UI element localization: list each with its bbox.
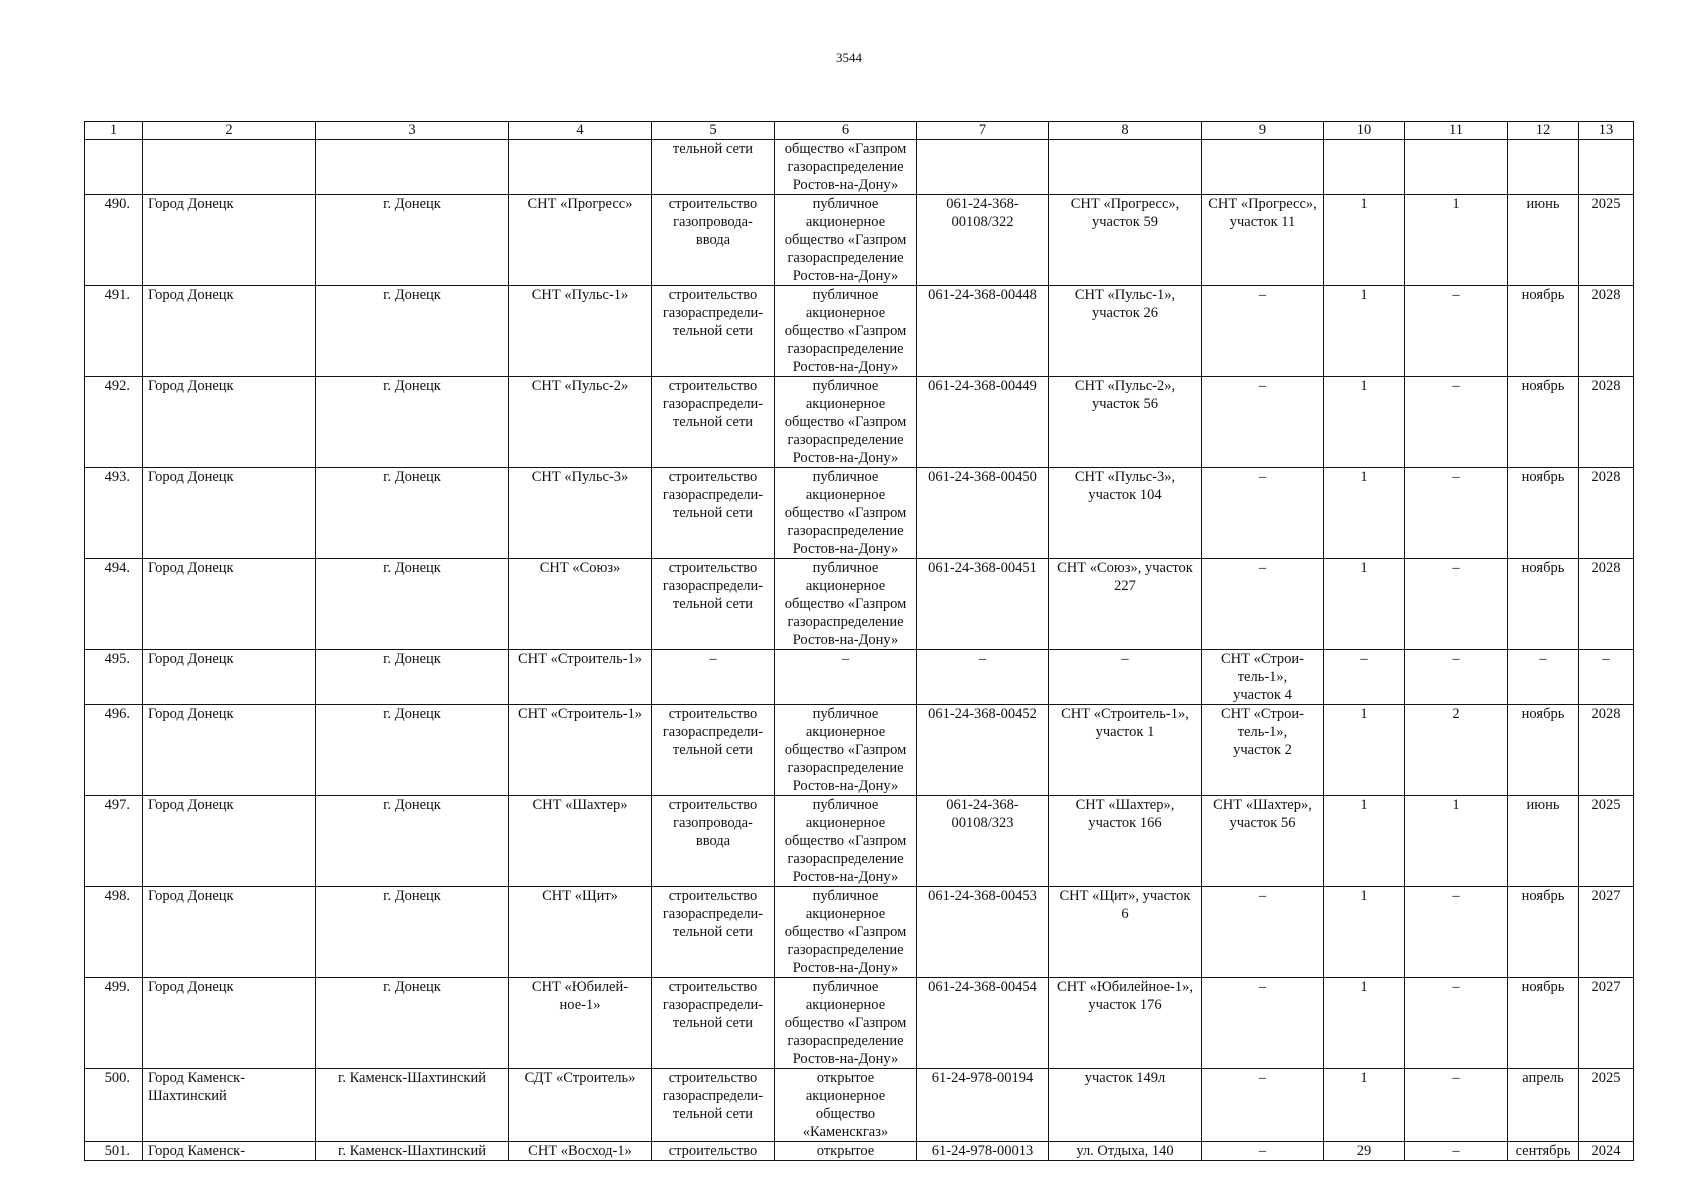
column-8-cell: СНТ «Щит», участок 6 bbox=[1049, 887, 1202, 978]
column-10-cell: 1 bbox=[1324, 705, 1405, 796]
application-number-cell: 061-24-368-00450 bbox=[917, 468, 1049, 559]
column-8-cell: СНТ «Союз», участок 227 bbox=[1049, 559, 1202, 650]
column-9-cell: – bbox=[1202, 468, 1324, 559]
work-type-cell: строительство газораспредели- тельной сети bbox=[652, 978, 775, 1069]
year-cell: 2024 bbox=[1579, 1142, 1634, 1161]
column-9-cell: – bbox=[1202, 978, 1324, 1069]
work-type-cell: строительство газораспредели- тельной сети bbox=[652, 1069, 775, 1142]
municipality-cell: Город Каменск- bbox=[143, 1142, 316, 1161]
application-number-cell: 061-24-368-00454 bbox=[917, 978, 1049, 1069]
column-9-cell: СНТ «Строи- тель-1», участок 2 bbox=[1202, 705, 1324, 796]
table-row bbox=[85, 559, 1634, 650]
month-cell: ноябрь bbox=[1508, 559, 1579, 650]
application-number-cell: 061-24-368-00451 bbox=[917, 559, 1049, 650]
settlement-cell bbox=[316, 140, 509, 195]
header-cell: 8 bbox=[1049, 122, 1202, 140]
table-row bbox=[85, 195, 1634, 286]
operator-cell: публичное акционерное общество «Газпром газораспределение Ростов-на-Дону» bbox=[775, 559, 917, 650]
header-cell: 13 bbox=[1579, 122, 1634, 140]
column-10-cell: 1 bbox=[1324, 796, 1405, 887]
month-cell: ноябрь bbox=[1508, 978, 1579, 1069]
table-row bbox=[85, 1142, 1634, 1161]
column-11-cell bbox=[1405, 140, 1508, 195]
application-number-cell: 061-24-368- 00108/323 bbox=[917, 796, 1049, 887]
application-number-cell bbox=[917, 140, 1049, 195]
object-cell: СНТ «Строитель-1» bbox=[509, 705, 652, 796]
year-cell: 2028 bbox=[1579, 377, 1634, 468]
year-cell: 2025 bbox=[1579, 1069, 1634, 1142]
column-11-cell: – bbox=[1405, 377, 1508, 468]
column-9-cell: – bbox=[1202, 559, 1324, 650]
column-8-cell: участок 149л bbox=[1049, 1069, 1202, 1142]
year-cell: 2028 bbox=[1579, 468, 1634, 559]
table-row bbox=[85, 1069, 1634, 1142]
work-type-cell: строительство газопровода- ввода bbox=[652, 796, 775, 887]
month-cell: сентябрь bbox=[1508, 1142, 1579, 1161]
column-9-cell: – bbox=[1202, 1142, 1324, 1161]
header-cell: 1 bbox=[85, 122, 143, 140]
header-cell: 5 bbox=[652, 122, 775, 140]
work-type-cell: строительство газораспредели- тельной сети bbox=[652, 705, 775, 796]
table-row bbox=[85, 468, 1634, 559]
month-cell: июнь bbox=[1508, 195, 1579, 286]
operator-cell: открытое акционерное общество «Каменскгаз» bbox=[775, 1069, 917, 1142]
settlement-cell: г. Донецк bbox=[316, 705, 509, 796]
header-cell: 9 bbox=[1202, 122, 1324, 140]
header-cell: 10 bbox=[1324, 122, 1405, 140]
column-11-cell: – bbox=[1405, 1142, 1508, 1161]
month-cell bbox=[1508, 140, 1579, 195]
row-number-cell: 493. bbox=[85, 468, 143, 559]
row-number-cell bbox=[85, 140, 143, 195]
municipality-cell: Город Донецк bbox=[143, 559, 316, 650]
column-8-cell: СНТ «Прогресс», участок 59 bbox=[1049, 195, 1202, 286]
year-cell: 2028 bbox=[1579, 705, 1634, 796]
object-cell: СНТ «Прогресс» bbox=[509, 195, 652, 286]
application-number-cell: 061-24-368- 00108/322 bbox=[917, 195, 1049, 286]
column-8-cell: СНТ «Шахтер», участок 166 bbox=[1049, 796, 1202, 887]
work-type-cell: строительство газораспредели- тельной сети bbox=[652, 377, 775, 468]
municipality-cell: Город Донецк bbox=[143, 978, 316, 1069]
municipality-cell: Город Донецк bbox=[143, 195, 316, 286]
settlement-cell: г. Каменск-Шахтинский bbox=[316, 1142, 509, 1161]
column-8-cell: СНТ «Пульс-2», участок 56 bbox=[1049, 377, 1202, 468]
row-number-cell: 492. bbox=[85, 377, 143, 468]
table-row bbox=[85, 705, 1634, 796]
month-cell: ноябрь bbox=[1508, 468, 1579, 559]
column-10-cell: 1 bbox=[1324, 468, 1405, 559]
settlement-cell: г. Донецк bbox=[316, 887, 509, 978]
month-cell: апрель bbox=[1508, 1069, 1579, 1142]
column-11-cell: 1 bbox=[1405, 195, 1508, 286]
column-11-cell: – bbox=[1405, 559, 1508, 650]
column-10-cell: 1 bbox=[1324, 559, 1405, 650]
table-row bbox=[85, 887, 1634, 978]
column-8-cell: СНТ «Строитель-1», участок 1 bbox=[1049, 705, 1202, 796]
work-type-cell: строительство газораспредели- тельной сети bbox=[652, 559, 775, 650]
table-row bbox=[85, 978, 1634, 1069]
column-10-cell: 1 bbox=[1324, 1069, 1405, 1142]
year-cell: 2028 bbox=[1579, 286, 1634, 377]
operator-cell: публичное акционерное общество «Газпром газораспределение Ростов-на-Дону» bbox=[775, 468, 917, 559]
column-8-cell bbox=[1049, 140, 1202, 195]
operator-cell: открытое bbox=[775, 1142, 917, 1161]
month-cell: ноябрь bbox=[1508, 377, 1579, 468]
municipality-cell: Город Донецк bbox=[143, 796, 316, 887]
column-10-cell: 1 bbox=[1324, 377, 1405, 468]
operator-cell: публичное акционерное общество «Газпром газораспределение Ростов-на-Дону» bbox=[775, 978, 917, 1069]
row-number-cell: 501. bbox=[85, 1142, 143, 1161]
column-10-cell: – bbox=[1324, 650, 1405, 705]
column-10-cell: 1 bbox=[1324, 978, 1405, 1069]
row-number-cell: 497. bbox=[85, 796, 143, 887]
settlement-cell: г. Каменск-Шахтинский bbox=[316, 1069, 509, 1142]
column-10-cell: 1 bbox=[1324, 887, 1405, 978]
application-number-cell: 061-24-368-00453 bbox=[917, 887, 1049, 978]
header-cell: 7 bbox=[917, 122, 1049, 140]
header-cell: 2 bbox=[143, 122, 316, 140]
column-8-cell: ул. Отдыха, 140 bbox=[1049, 1142, 1202, 1161]
settlement-cell: г. Донецк bbox=[316, 195, 509, 286]
month-cell: – bbox=[1508, 650, 1579, 705]
table-row bbox=[85, 377, 1634, 468]
operator-cell: публичное акционерное общество «Газпром газораспределение Ростов-на-Дону» bbox=[775, 887, 917, 978]
column-8-cell: СНТ «Пульс-1», участок 26 bbox=[1049, 286, 1202, 377]
municipality-cell: Город Донецк bbox=[143, 468, 316, 559]
object-cell: СНТ «Щит» bbox=[509, 887, 652, 978]
work-type-cell: строительство газораспредели- тельной сети bbox=[652, 286, 775, 377]
year-cell: 2025 bbox=[1579, 195, 1634, 286]
operator-cell: общество «Газпром газораспределение Ростов-на-Дону» bbox=[775, 140, 917, 195]
table-row bbox=[85, 140, 1634, 195]
column-10-cell bbox=[1324, 140, 1405, 195]
application-number-cell: 061-24-368-00449 bbox=[917, 377, 1049, 468]
column-10-cell: 1 bbox=[1324, 286, 1405, 377]
settlement-cell: г. Донецк bbox=[316, 978, 509, 1069]
operator-cell: публичное акционерное общество «Газпром газораспределение Ростов-на-Дону» bbox=[775, 705, 917, 796]
column-11-cell: – bbox=[1405, 286, 1508, 377]
row-number-cell: 491. bbox=[85, 286, 143, 377]
work-type-cell: – bbox=[652, 650, 775, 705]
month-cell: ноябрь bbox=[1508, 286, 1579, 377]
application-number-cell: 61-24-978-00194 bbox=[917, 1069, 1049, 1142]
column-11-cell: – bbox=[1405, 1069, 1508, 1142]
municipality-cell: Город Донецк bbox=[143, 377, 316, 468]
settlement-cell: г. Донецк bbox=[316, 796, 509, 887]
page-number: 3544 bbox=[836, 50, 862, 65]
settlement-cell: г. Донецк bbox=[316, 650, 509, 705]
year-cell bbox=[1579, 140, 1634, 195]
object-cell: СНТ «Юбилей- ное-1» bbox=[509, 978, 652, 1069]
column-8-cell: СНТ «Пульс-3», участок 104 bbox=[1049, 468, 1202, 559]
municipality-cell: Город Каменск- Шахтинский bbox=[143, 1069, 316, 1142]
column-9-cell: СНТ «Строи- тель-1», участок 4 bbox=[1202, 650, 1324, 705]
column-11-cell: 1 bbox=[1405, 796, 1508, 887]
column-8-cell: СНТ «Юбилейное-1», участок 176 bbox=[1049, 978, 1202, 1069]
object-cell: СНТ «Строитель-1» bbox=[509, 650, 652, 705]
year-cell: – bbox=[1579, 650, 1634, 705]
settlement-cell: г. Донецк bbox=[316, 468, 509, 559]
work-type-cell: строительство bbox=[652, 1142, 775, 1161]
month-cell: ноябрь bbox=[1508, 887, 1579, 978]
header-cell: 12 bbox=[1508, 122, 1579, 140]
application-number-cell: 61-24-978-00013 bbox=[917, 1142, 1049, 1161]
row-number-cell: 500. bbox=[85, 1069, 143, 1142]
municipality-cell: Город Донецк bbox=[143, 650, 316, 705]
row-number-cell: 495. bbox=[85, 650, 143, 705]
column-9-cell: – bbox=[1202, 286, 1324, 377]
month-cell: ноябрь bbox=[1508, 705, 1579, 796]
settlement-cell: г. Донецк bbox=[316, 559, 509, 650]
row-number-cell: 496. bbox=[85, 705, 143, 796]
header-row bbox=[85, 122, 1634, 140]
operator-cell: публичное акционерное общество «Газпром газораспределение Ростов-на-Дону» bbox=[775, 286, 917, 377]
work-type-cell: строительство газораспредели- тельной сети bbox=[652, 468, 775, 559]
object-cell: СНТ «Шахтер» bbox=[509, 796, 652, 887]
municipality-cell: Город Донецк bbox=[143, 887, 316, 978]
header-cell: 6 bbox=[775, 122, 917, 140]
municipality-cell bbox=[143, 140, 316, 195]
table-row bbox=[85, 650, 1634, 705]
column-10-cell: 1 bbox=[1324, 195, 1405, 286]
operator-cell: – bbox=[775, 650, 917, 705]
row-number-cell: 490. bbox=[85, 195, 143, 286]
object-cell: СНТ «Пульс-2» bbox=[509, 377, 652, 468]
work-type-cell: строительство газопровода- ввода bbox=[652, 195, 775, 286]
municipality-cell: Город Донецк bbox=[143, 286, 316, 377]
settlement-cell: г. Донецк bbox=[316, 286, 509, 377]
year-cell: 2027 bbox=[1579, 978, 1634, 1069]
object-cell: СНТ «Пульс-1» bbox=[509, 286, 652, 377]
column-10-cell: 29 bbox=[1324, 1142, 1405, 1161]
column-11-cell: 2 bbox=[1405, 705, 1508, 796]
object-cell: СНТ «Пульс-3» bbox=[509, 468, 652, 559]
settlement-cell: г. Донецк bbox=[316, 377, 509, 468]
table-row bbox=[85, 796, 1634, 887]
column-11-cell: – bbox=[1405, 468, 1508, 559]
municipality-cell: Город Донецк bbox=[143, 705, 316, 796]
year-cell: 2027 bbox=[1579, 887, 1634, 978]
column-9-cell: – bbox=[1202, 887, 1324, 978]
operator-cell: публичное акционерное общество «Газпром газораспределение Ростов-на-Дону» bbox=[775, 377, 917, 468]
header-cell: 4 bbox=[509, 122, 652, 140]
header-cell: 11 bbox=[1405, 122, 1508, 140]
column-9-cell: – bbox=[1202, 1069, 1324, 1142]
year-cell: 2025 bbox=[1579, 796, 1634, 887]
object-cell: СНТ «Союз» bbox=[509, 559, 652, 650]
row-number-cell: 494. bbox=[85, 559, 143, 650]
table-row bbox=[85, 286, 1634, 377]
column-9-cell: СНТ «Прогресс», участок 11 bbox=[1202, 195, 1324, 286]
object-cell: СДТ «Строитель» bbox=[509, 1069, 652, 1142]
row-number-cell: 499. bbox=[85, 978, 143, 1069]
column-8-cell: – bbox=[1049, 650, 1202, 705]
column-11-cell: – bbox=[1405, 650, 1508, 705]
work-type-cell: тельной сети bbox=[652, 140, 775, 195]
column-9-cell bbox=[1202, 140, 1324, 195]
operator-cell: публичное акционерное общество «Газпром газораспределение Ростов-на-Дону» bbox=[775, 796, 917, 887]
year-cell: 2028 bbox=[1579, 559, 1634, 650]
column-11-cell: – bbox=[1405, 887, 1508, 978]
header-cell: 3 bbox=[316, 122, 509, 140]
column-9-cell: СНТ «Шахтер», участок 56 bbox=[1202, 796, 1324, 887]
application-number-cell: – bbox=[917, 650, 1049, 705]
work-type-cell: строительство газораспредели- тельной сети bbox=[652, 887, 775, 978]
operator-cell: публичное акционерное общество «Газпром газораспределение Ростов-на-Дону» bbox=[775, 195, 917, 286]
row-number-cell: 498. bbox=[85, 887, 143, 978]
object-cell: СНТ «Восход-1» bbox=[509, 1142, 652, 1161]
month-cell: июнь bbox=[1508, 796, 1579, 887]
column-11-cell: – bbox=[1405, 978, 1508, 1069]
registry-table bbox=[84, 121, 1634, 1161]
application-number-cell: 061-24-368-00448 bbox=[917, 286, 1049, 377]
application-number-cell: 061-24-368-00452 bbox=[917, 705, 1049, 796]
column-9-cell: – bbox=[1202, 377, 1324, 468]
object-cell bbox=[509, 140, 652, 195]
